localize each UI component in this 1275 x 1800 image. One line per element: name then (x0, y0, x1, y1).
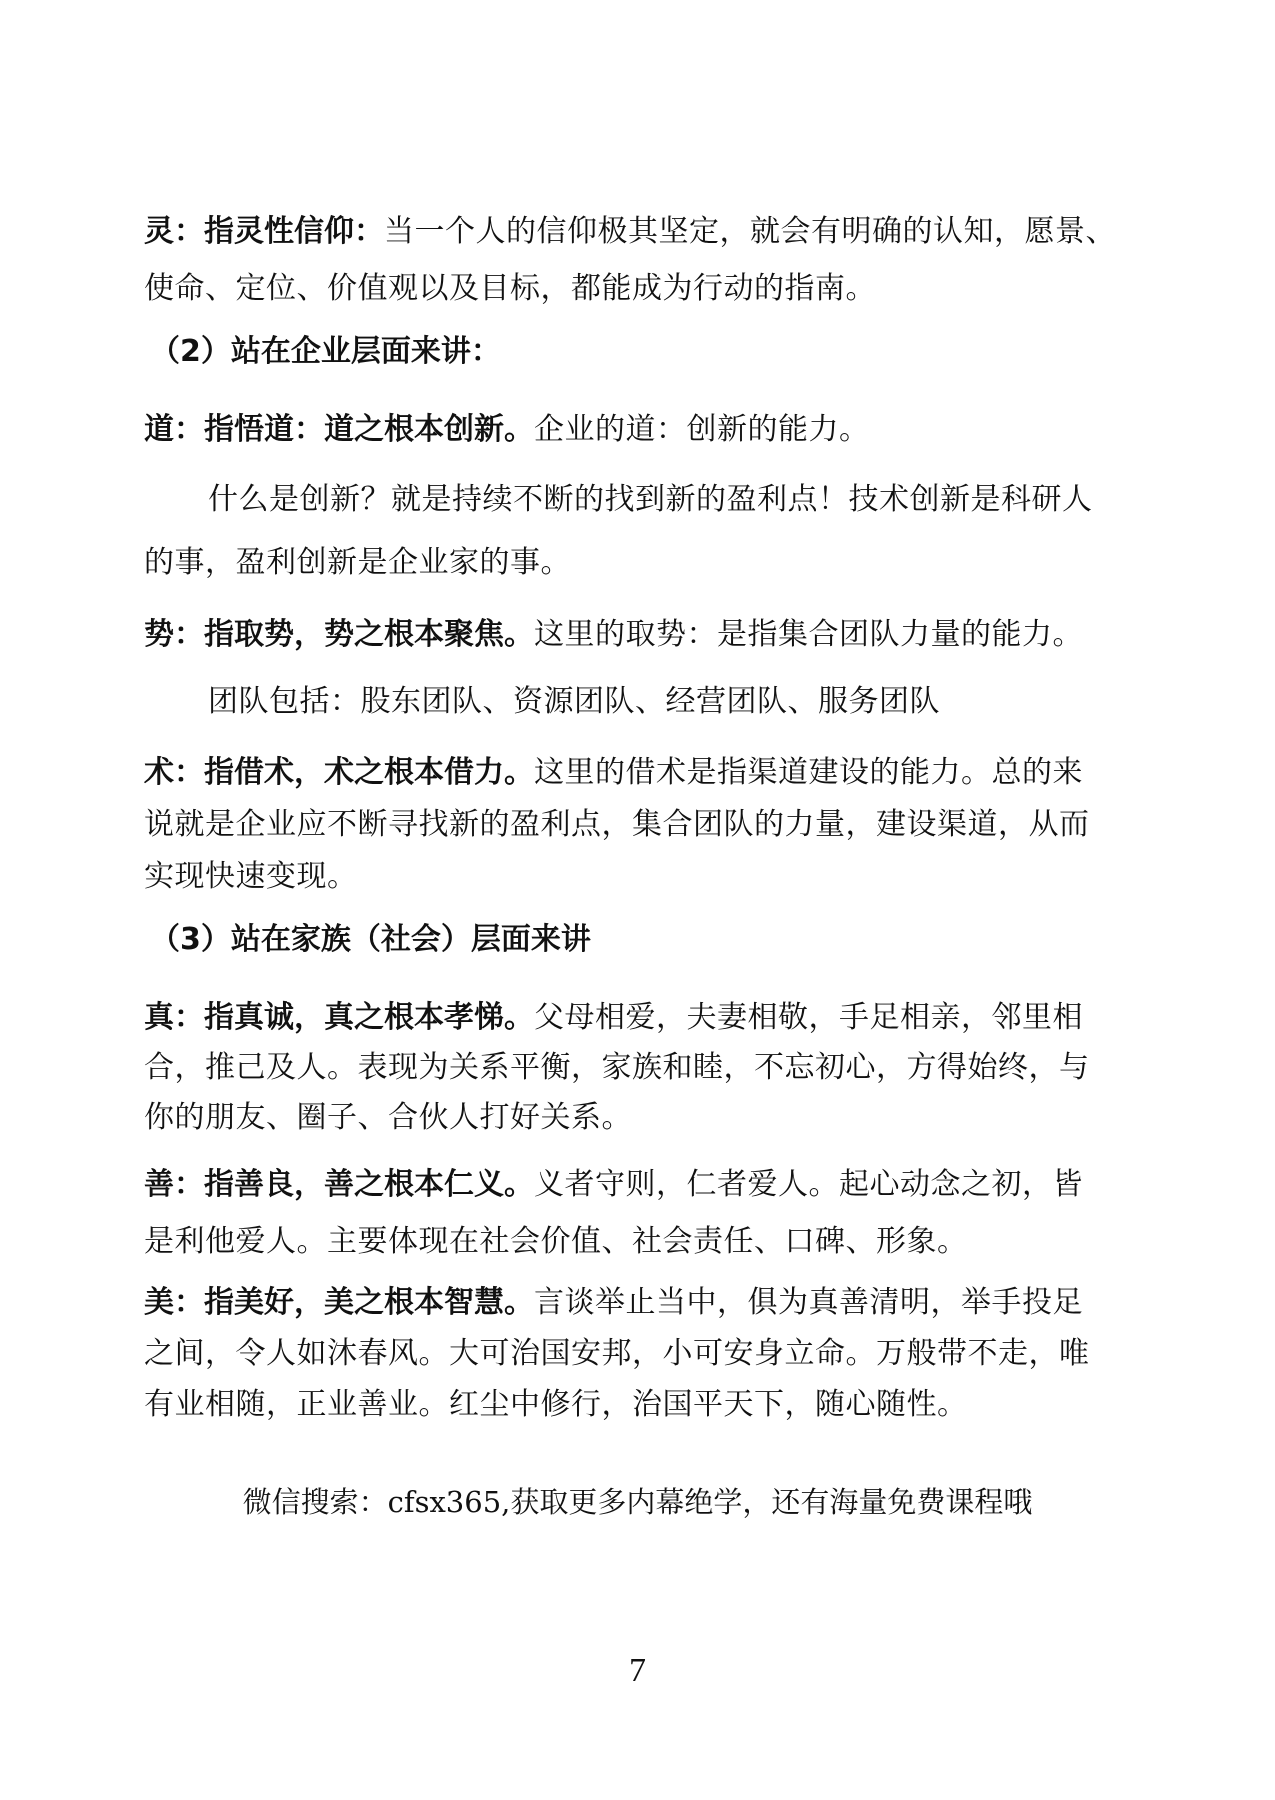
shi-sub-line-1: 团队包括：股东团队、资源团队、经营团队、服务团队 (208, 684, 940, 719)
dao-sub-line-1: 什么是创新？就是持续不断的找到新的盈利点！技术创新是科研人 (208, 482, 1093, 517)
dao-line-1 (144, 410, 1154, 450)
ling-line-2: 使命、定位、价值观以及目标，都能成为行动的指南。 (144, 271, 876, 306)
shu-line-1 (144, 753, 1154, 793)
dao-text: 企业的道：创新的能力。 (534, 412, 870, 447)
dao-term: 道：指悟道：道之根本创新。 (144, 412, 534, 447)
shan-text: 义者守则，仁者爱人。起心动念之初，皆 (534, 1167, 1083, 1202)
shan-line-2: 是利他爱人。主要体现在社会价值、社会责任、口碑、形象。 (144, 1224, 968, 1259)
dao-sub-line-2: 的事，盈利创新是企业家的事。 (144, 545, 571, 580)
mei-line-3: 有业相随，正业善业。红尘中修行，治国平天下，随心随性。 (144, 1387, 968, 1422)
shu-line-3: 实现快速变现。 (144, 859, 358, 894)
zhen-term: 真：指真诚，真之根本孝悌。 (144, 1000, 534, 1035)
shu-term: 术：指借术，术之根本借力。 (144, 755, 534, 790)
shu-text: 这里的借术是指渠道建设的能力。总的来 (534, 755, 1083, 790)
shi-text: 这里的取势：是指集合团队力量的能力。 (534, 617, 1083, 652)
page-number: 7 (629, 1652, 646, 1689)
zhen-text: 父母相爱，夫妻相敬，手足相亲，邻里相 (534, 1000, 1083, 1035)
mei-term: 美：指美好，美之根本智慧。 (144, 1285, 534, 1320)
shan-line-1 (144, 1165, 1154, 1205)
shi-term: 势：指取势，势之根本聚焦。 (144, 617, 534, 652)
ling-text: 当一个人的信仰极其坚定，就会有明确的认知，愿景、 (384, 214, 1116, 249)
shan-term: 善：指善良，善之根本仁义。 (144, 1167, 534, 1202)
ling-line-1 (144, 212, 1154, 252)
ling-term: 灵：指灵性信仰： (144, 214, 384, 249)
mei-line-1 (144, 1283, 1154, 1323)
section-heading-3: （3）站在家族（社会）层面来讲 (150, 922, 591, 957)
section-heading-2: （2）站在企业层面来讲： (150, 334, 501, 369)
shu-line-2: 说就是企业应不断寻找新的盈利点，集合团队的力量，建设渠道，从而 (144, 807, 1090, 842)
footer-promo-text: 微信搜索：cfsx365,获取更多内幕绝学，还有海量免费课程哦 (242, 1485, 1033, 1519)
zhen-line-2: 合，推己及人。表现为关系平衡，家族和睦，不忘初心，方得始终，与 (144, 1050, 1090, 1085)
mei-text: 言谈举止当中，俱为真善清明，举手投足 (534, 1285, 1083, 1320)
shi-line-1 (144, 615, 1154, 655)
zhen-line-3: 你的朋友、圈子、合伙人打好关系。 (144, 1100, 632, 1135)
mei-line-2: 之间，令人如沐春风。大可治国安邦，小可安身立命。万般带不走，唯 (144, 1336, 1090, 1371)
zhen-line-1 (144, 998, 1154, 1038)
